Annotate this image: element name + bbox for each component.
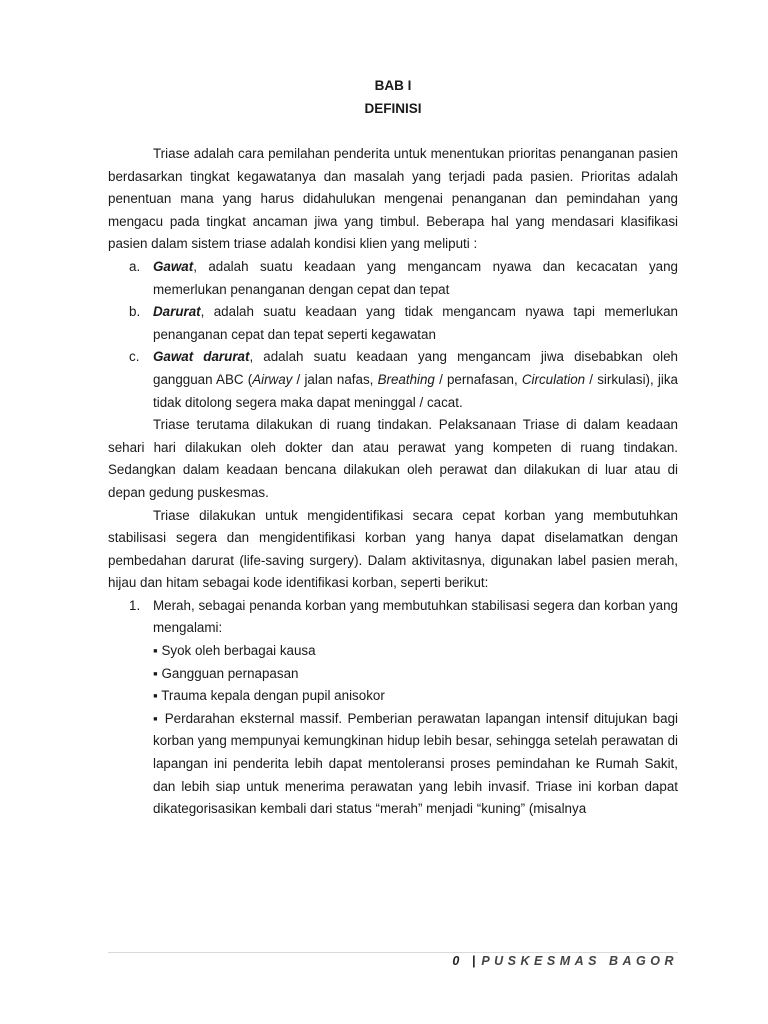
list-marker: c. bbox=[129, 349, 140, 365]
term-airway: Airway bbox=[252, 371, 293, 387]
chapter-title: DEFINISI bbox=[364, 101, 422, 116]
paragraph-triase-purpose: Triase dilakukan untuk mengidentifikasi secara cepat korban yang membutuhkan stabilisasi segera dan mengidentifikasi korban yang hanya dapat diselamatkan dengan pembedahan darurat (life-saving surgery). Dalam aktivitasnya, digunakan label pasien merah, hijau dan hitam sebagai kode identifikasi korban, seperti berikut: bbox=[108, 507, 678, 591]
footer-separator: | bbox=[471, 954, 478, 968]
definition-text: , adalah suatu keadaan yang mengancam nyawa dan kecacatan yang memerlukan penanganan dengan cepat dan tepat bbox=[153, 258, 678, 297]
bullet-item: ▪ Syok oleh berbagai kausa bbox=[153, 643, 316, 659]
term-darurat: Darurat bbox=[153, 304, 201, 320]
bullet-item: ▪ Perdarahan eksternal massif. Pemberian perawatan lapangan intensif ditujukan bagi korban yang mempunyai kemungkinan hidup lebih besar, sehingga setelah perawatan di lapangan ini penderita lebih dapat mentoleransi proses pemindahan ke Rumah Sakit, dan lebih siap untuk menerima perawatan yang lebih invasif. Triase ini korban dapat dikategorisasikan kembali dari status “merah” menjadi “kuning” (misalnya bbox=[153, 710, 678, 817]
term-gawat: Gawat bbox=[153, 258, 194, 274]
chapter-number: BAB I bbox=[374, 78, 412, 93]
label-item-merah bbox=[108, 595, 678, 640]
classification-item-darurat bbox=[108, 301, 678, 346]
definition-text: / sirkulasi), jika tidak ditolong segera maka dapat meninggal / cacat. bbox=[153, 371, 678, 410]
bullet-item: ▪ Gangguan pernapasan bbox=[153, 665, 299, 681]
list-marker: b. bbox=[129, 304, 141, 320]
classification-item-gawat bbox=[108, 256, 678, 301]
footer-organization: PUSKESMAS BAGOR bbox=[481, 954, 678, 968]
page-footer bbox=[452, 954, 678, 968]
label-item-text: Merah, sebagai penanda korban yang membutuhkan stabilisasi segera dan korban yang mengalami: bbox=[153, 597, 678, 636]
list-marker: a. bbox=[129, 258, 141, 274]
paragraph-triase-location: Triase terutama dilakukan di ruang tindakan. Pelaksanaan Triase di dalam keadaan sehari hari dilakukan oleh dokter dan atau perawat yang kompeten di ruang tindakan. Sedangkan dalam keadaan bencana dilakukan oleh perawat dan dilakukan di luar atau di depan gedung puskesmas. bbox=[108, 417, 678, 500]
definition-text: / pernafasan, bbox=[434, 371, 522, 387]
paragraph-triase-definition: Triase adalah cara pemilahan penderita untuk menentukan prioritas penanganan pasien berdasarkan tingkat kegawatanya dan masalah yang terjadi pada pasien. Prioritas adalah penentuan mana yang harus didahulukan mengenai penanganan dan pemindahan yang mengacu pada tingkat ancaman jiwa yang timbul. Beberapa hal yang mendasari klasifikasi pasien dalam sistem triase adalah kondisi klien yang meliputi : bbox=[108, 146, 678, 252]
classification-item-gawat-darurat bbox=[108, 346, 678, 414]
list-marker: 1. bbox=[129, 597, 141, 613]
page-number: 0 bbox=[452, 954, 464, 968]
footer-divider bbox=[108, 952, 678, 953]
definition-text: , adalah suatu keadaan yang tidak mengancam nyawa tapi memerlukan penanganan cepat dan tepat seperti kegawatan bbox=[153, 304, 678, 342]
term-circulation: Circulation bbox=[521, 371, 586, 387]
document-body bbox=[108, 143, 678, 821]
term-breathing: Breathing bbox=[377, 371, 435, 387]
definition-text: / jalan nafas, bbox=[292, 371, 378, 387]
definition-text: , adalah suatu keadaan yang mengancam jiwa disebabkan oleh gangguan ABC ( bbox=[153, 349, 678, 387]
term-gawat-darurat: Gawat darurat bbox=[153, 349, 250, 365]
bullet-item: ▪ Trauma kepala dengan pupil anisokor bbox=[153, 688, 385, 704]
